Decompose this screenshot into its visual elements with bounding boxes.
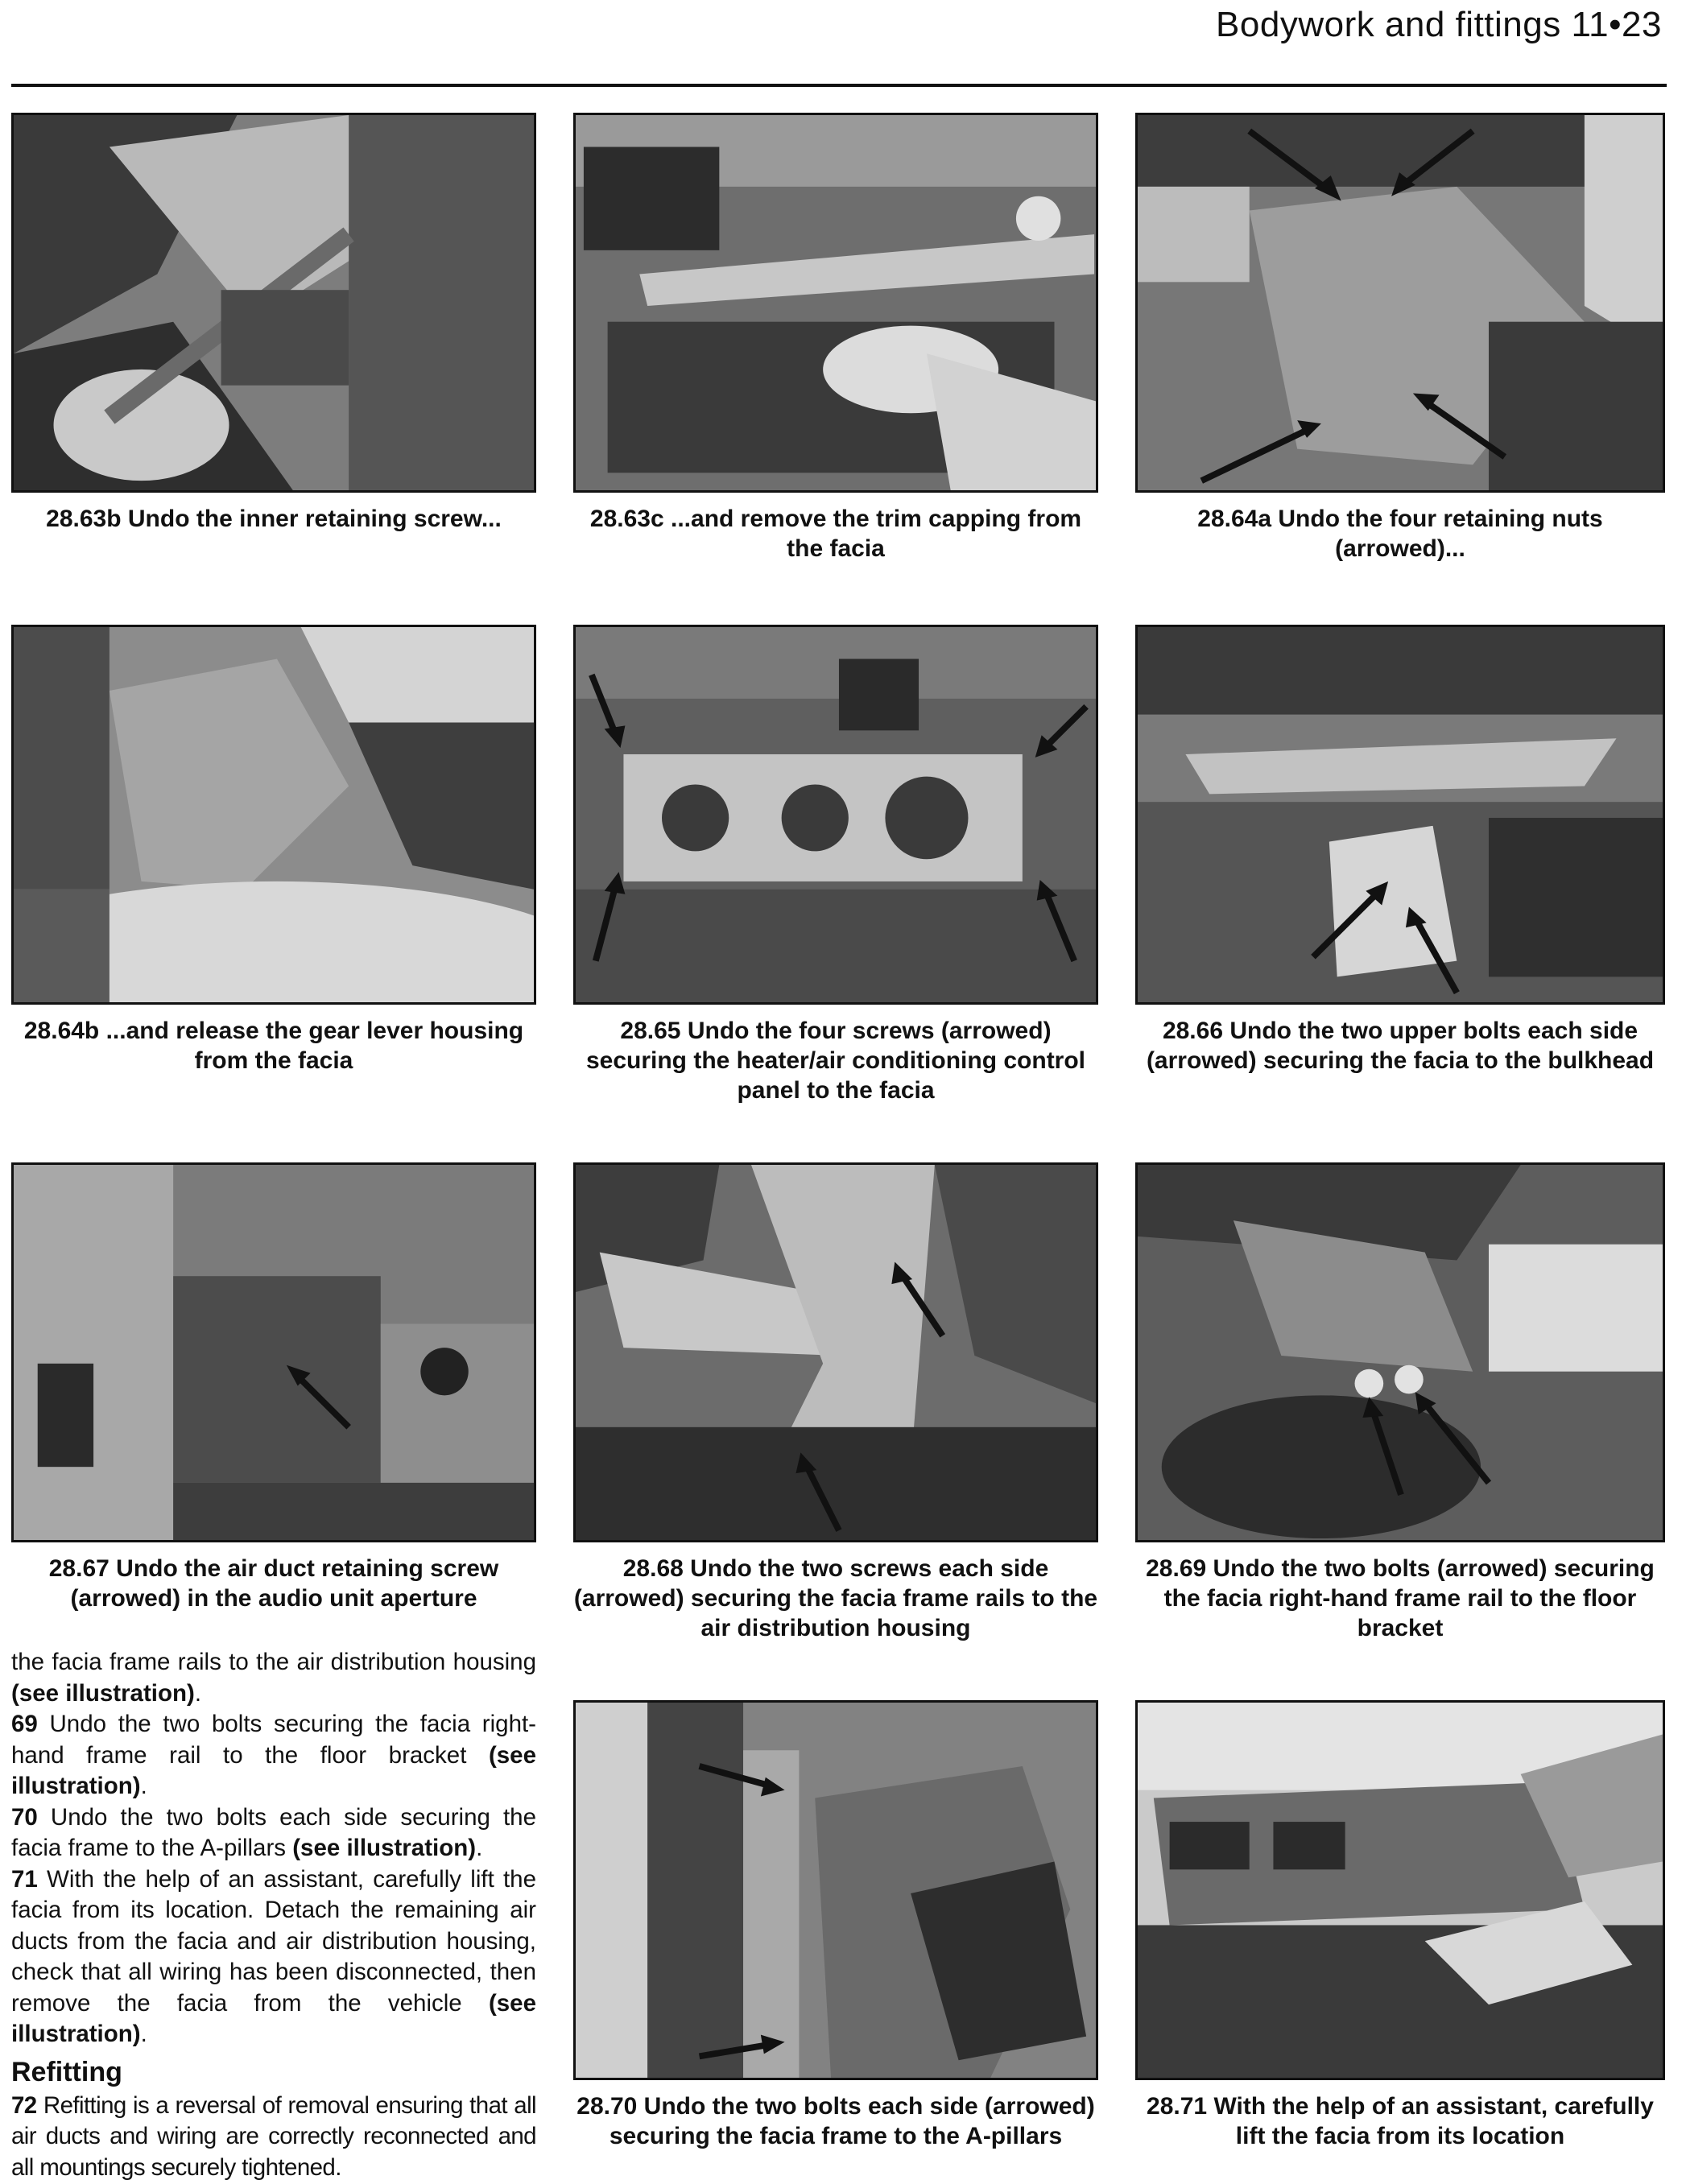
step-number: 69 [11, 1711, 38, 1737]
illustration-ref: (see illustration) [292, 1835, 477, 1861]
photo-28-68 [573, 1162, 1098, 1542]
photo-28-63b [11, 113, 536, 493]
caption-28-69: 28.69 Undo the two bolts (arrowed) securing the facia right-hand frame rail to the floor bracket [1146, 1555, 1655, 1641]
photo-28-71 [1135, 1700, 1665, 2080]
photo-28-64a [1135, 113, 1665, 493]
caption-28-64a: 28.64a Undo the four retaining nuts (arrowed)... [1197, 506, 1603, 562]
photo-28-64b [11, 625, 536, 1005]
page-header [11, 0, 1667, 87]
caption-28-66: 28.66 Undo the two upper bolts each side (arrowed) securing the facia to the bulkhead [1146, 1018, 1655, 1074]
caption-28-71: 28.71 With the help of an assistant, carefully lift the facia from its location [1147, 2093, 1654, 2149]
caption-28-70: 28.70 Undo the two bolts each side (arrowed) securing the facia frame to the A-pillars [576, 2093, 1095, 2149]
photo-28-66 [1135, 625, 1665, 1005]
illustration-ref: (see illustration) [11, 1679, 195, 1707]
photo-28-69 [1135, 1162, 1665, 1542]
step-number: 70 [11, 1803, 38, 1831]
paragraph-step-70: 70 Undo the two bolts each side securing the facia frame to the A-pillars (see illustration). [11, 1803, 536, 1861]
illustration-ref: (see illustration) [11, 1989, 536, 2047]
photo-28-70 [573, 1700, 1098, 2080]
caption-28-63c: 28.63c ...and remove the trim capping from the facia [589, 506, 1082, 562]
page-title: Bodywork and fittings 11•23 [1216, 5, 1662, 44]
photo-28-65 [573, 625, 1098, 1005]
photo-28-67 [11, 1162, 536, 1542]
paragraph-continued: the facia frame rails to the air distribution housing (see illustration). [11, 1649, 536, 1707]
caption-28-63b: 28.63b Undo the inner retaining screw... [46, 506, 502, 532]
paragraph-step-71: 71 With the help of an assistant, carefully lift the facia from its location. Detach the remaining air ducts from the facia and air distribution housing, check that all wiring has been disconnected, then remove the facia from the vehicle (see illustration). [11, 1865, 536, 2047]
illustration-ref: (see illustration) [11, 1741, 536, 1799]
paragraph-step-72: 72 Refitting is a reversal of removal ensuring that all air ducts and wiring are correctly reconnected and all mountings securely tightened. [11, 2091, 536, 2181]
photo-28-63c [573, 113, 1098, 493]
caption-28-65: 28.65 Undo the four screws (arrowed) securing the heater/air conditioning control panel to the facia [585, 1018, 1086, 1104]
caption-28-68: 28.68 Undo the two screws each side (arrowed) securing the facia frame rails to the air distribution housing [573, 1555, 1098, 1641]
step-number: 72 [11, 2091, 37, 2119]
caption-28-67: 28.67 Undo the air duct retaining screw (arrowed) in the audio unit aperture [48, 1555, 499, 1612]
paragraph-step-69: 69 Undo the two bolts securing the facia right-hand frame rail to the floor bracket (see illustration). [11, 1711, 536, 1799]
step-number: 71 [11, 1865, 38, 1893]
section-heading-refitting: Refitting [11, 2056, 122, 2087]
body-text-column [11, 1647, 536, 2183]
caption-28-64b: 28.64b ...and release the gear lever housing from the facia [23, 1018, 524, 1074]
